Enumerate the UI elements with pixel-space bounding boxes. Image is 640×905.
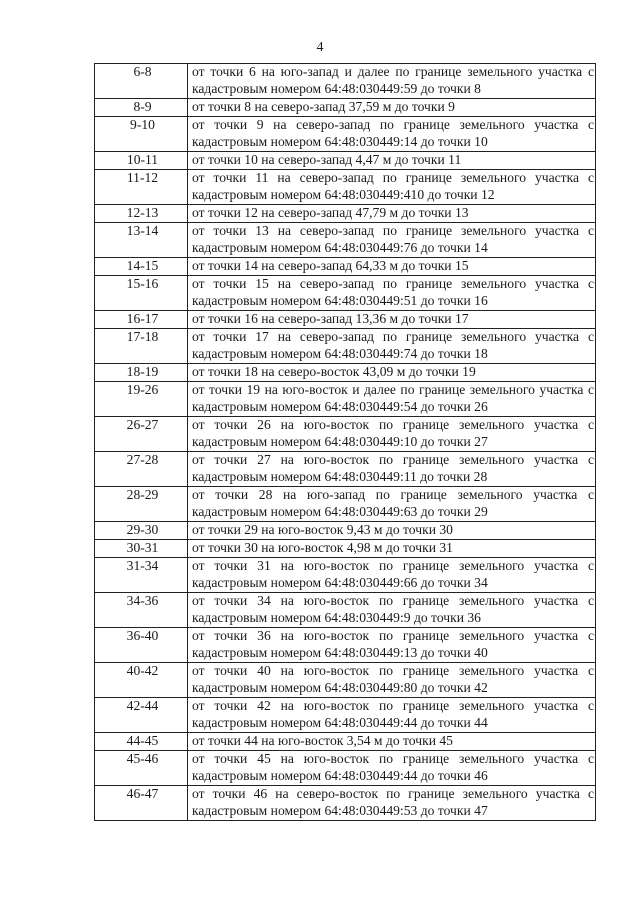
description-cell: от точки 42 на юго-восток по границе земельного участка с кадастровым номером 64:48:030449:44 до точки 44 <box>188 698 596 733</box>
description-cell: от точки 36 на юго-восток по границе земельного участка с кадастровым номером 64:48:030449:13 до точки 40 <box>188 628 596 663</box>
table-row <box>95 786 596 821</box>
description-cell: от точки 26 на юго-восток по границе земельного участка с кадастровым номером 64:48:030449:10 до точки 27 <box>188 417 596 452</box>
segment-cell: 27-28 <box>95 452 188 487</box>
description-cell: от точки 8 на северо-запад 37,59 м до точки 9 <box>188 99 596 117</box>
description-cell: от точки 27 на юго-восток по границе земельного участка с кадастровым номером 64:48:030449:11 до точки 28 <box>188 452 596 487</box>
segment-cell: 30-31 <box>95 540 188 558</box>
segment-cell: 34-36 <box>95 593 188 628</box>
table-row <box>95 733 596 751</box>
description-cell: от точки 46 на северо-восток по границе земельного участка с кадастровым номером 64:48:030449:53 до точки 47 <box>188 786 596 821</box>
segment-cell: 44-45 <box>95 733 188 751</box>
description-cell: от точки 12 на северо-запад 47,79 м до точки 13 <box>188 205 596 223</box>
description-cell: от точки 44 на юго-восток 3,54 м до точки 45 <box>188 733 596 751</box>
segment-cell: 15-16 <box>95 276 188 311</box>
table-row <box>95 364 596 382</box>
table-row <box>95 258 596 276</box>
segment-cell: 9-10 <box>95 117 188 152</box>
table-row <box>95 663 596 698</box>
description-cell: от точки 40 на юго-восток по границе земельного участка с кадастровым номером 64:48:030449:80 до точки 42 <box>188 663 596 698</box>
description-cell: от точки 14 на северо-запад 64,33 м до точки 15 <box>188 258 596 276</box>
segment-cell: 6-8 <box>95 64 188 99</box>
segment-cell: 19-26 <box>95 382 188 417</box>
segment-cell: 12-13 <box>95 205 188 223</box>
segment-cell: 45-46 <box>95 751 188 786</box>
table-row <box>95 276 596 311</box>
description-cell: от точки 34 на юго-восток по границе земельного участка с кадастровым номером 64:48:030449:9 до точки 36 <box>188 593 596 628</box>
segment-cell: 36-40 <box>95 628 188 663</box>
segment-cell: 18-19 <box>95 364 188 382</box>
segment-cell: 28-29 <box>95 487 188 522</box>
description-cell: от точки 17 на северо-запад по границе земельного участка с кадастровым номером 64:48:030449:74 до точки 18 <box>188 329 596 364</box>
table-row <box>95 152 596 170</box>
table-row <box>95 628 596 663</box>
segment-cell: 31-34 <box>95 558 188 593</box>
description-cell: от точки 6 на юго-запад и далее по границе земельного участка с кадастровым номером 64:48:030449:59 до точки 8 <box>188 64 596 99</box>
boundary-description-table <box>94 63 596 821</box>
description-cell: от точки 9 на северо-запад по границе земельного участка с кадастровым номером 64:48:030449:14 до точки 10 <box>188 117 596 152</box>
description-cell: от точки 16 на северо-запад 13,36 м до точки 17 <box>188 311 596 329</box>
description-cell: от точки 10 на северо-запад 4,47 м до точки 11 <box>188 152 596 170</box>
segment-cell: 13-14 <box>95 223 188 258</box>
table-row <box>95 311 596 329</box>
table-row <box>95 558 596 593</box>
table-row <box>95 205 596 223</box>
segment-cell: 42-44 <box>95 698 188 733</box>
segment-cell: 26-27 <box>95 417 188 452</box>
description-cell: от точки 15 на северо-запад по границе земельного участка с кадастровым номером 64:48:030449:51 до точки 16 <box>188 276 596 311</box>
segment-cell: 40-42 <box>95 663 188 698</box>
segment-cell: 8-9 <box>95 99 188 117</box>
segment-cell: 14-15 <box>95 258 188 276</box>
description-cell: от точки 11 на северо-запад по границе земельного участка с кадастровым номером 64:48:030449:410 до точки 12 <box>188 170 596 205</box>
segment-cell: 29-30 <box>95 522 188 540</box>
segment-cell: 46-47 <box>95 786 188 821</box>
description-cell: от точки 13 на северо-запад по границе земельного участка с кадастровым номером 64:48:030449:76 до точки 14 <box>188 223 596 258</box>
table-row <box>95 329 596 364</box>
segment-cell: 11-12 <box>95 170 188 205</box>
table-row <box>95 382 596 417</box>
segment-cell: 17-18 <box>95 329 188 364</box>
segment-cell: 10-11 <box>95 152 188 170</box>
description-cell: от точки 30 на юго-восток 4,98 м до точки 31 <box>188 540 596 558</box>
table-body <box>95 64 596 821</box>
description-cell: от точки 18 на северо-восток 43,09 м до точки 19 <box>188 364 596 382</box>
description-cell: от точки 28 на юго-запад по границе земельного участка с кадастровым номером 64:48:030449:63 до точки 29 <box>188 487 596 522</box>
table-row <box>95 99 596 117</box>
description-cell: от точки 29 на юго-восток 9,43 м до точки 30 <box>188 522 596 540</box>
table-row <box>95 117 596 152</box>
segment-cell: 16-17 <box>95 311 188 329</box>
table-row <box>95 540 596 558</box>
table-row <box>95 452 596 487</box>
table-row <box>95 170 596 205</box>
description-cell: от точки 31 на юго-восток по границе земельного участка с кадастровым номером 64:48:030449:66 до точки 34 <box>188 558 596 593</box>
page-number: 4 <box>316 40 324 55</box>
table-row <box>95 487 596 522</box>
description-cell: от точки 19 на юго-восток и далее по границе земельного участка с кадастровым номером 64:48:030449:54 до точки 26 <box>188 382 596 417</box>
table-row <box>95 417 596 452</box>
description-cell: от точки 45 на юго-восток по границе земельного участка с кадастровым номером 64:48:030449:44 до точки 46 <box>188 751 596 786</box>
table-row <box>95 223 596 258</box>
table-row <box>95 522 596 540</box>
table-row <box>95 64 596 99</box>
table-row <box>95 593 596 628</box>
table-row <box>95 698 596 733</box>
table-row <box>95 751 596 786</box>
